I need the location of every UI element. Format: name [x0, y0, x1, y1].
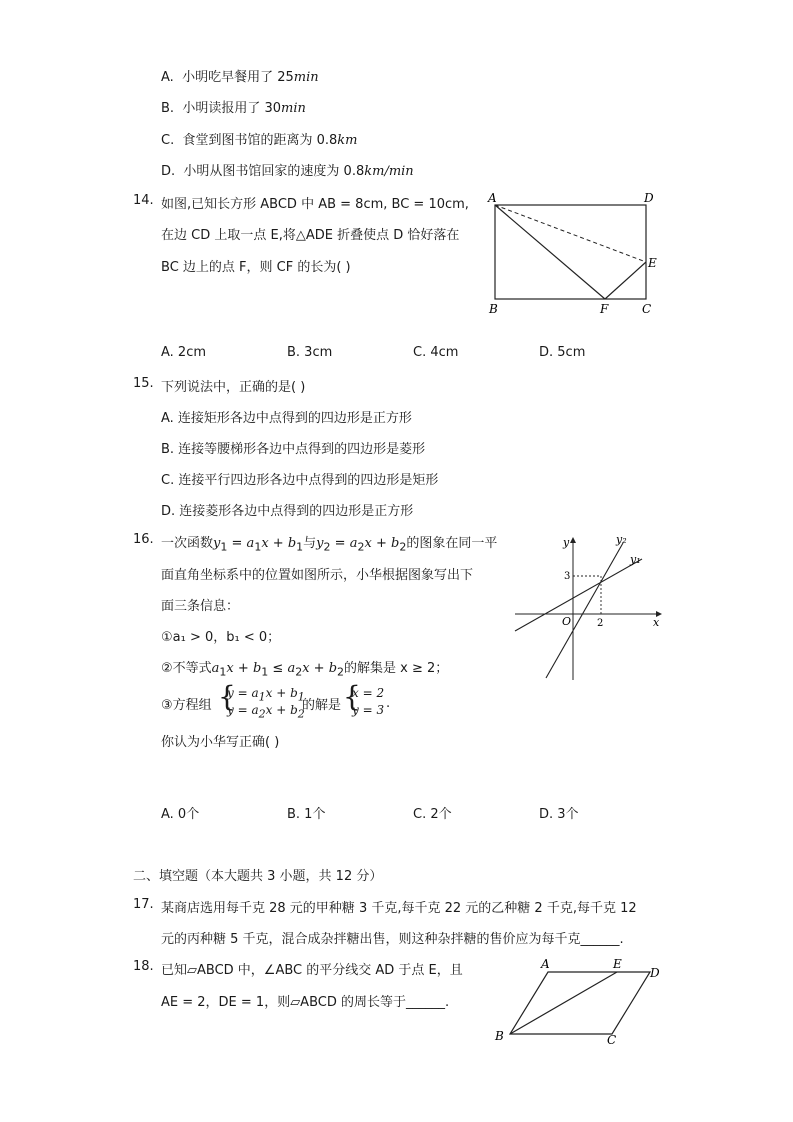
q15-option-b: B. 连接等腰梯形各边中点得到的四边形是菱形 [161, 442, 426, 457]
q14-choice-d: D. 5cm [539, 345, 586, 360]
q14-choice-b: B. 3cm [287, 345, 333, 360]
q16-solution-y: y = 3 [352, 703, 385, 717]
label-d: D [644, 191, 654, 205]
segment-af [495, 205, 605, 299]
label-three: 3 [564, 571, 571, 582]
q16-system-eq1: $y = a_1x + b_1$ [227, 686, 305, 704]
label-c: C [642, 302, 652, 316]
q16-line2: 面直角坐标系中的位置如图所示，小华根据图象写出下 [161, 568, 474, 583]
segment-be [510, 972, 617, 1034]
q16-graph [510, 528, 670, 683]
q18-line1: 已知▱ABCD 中，∠ABC 的平分线交 AD 于点 E，且 [161, 963, 463, 978]
q16-choice-a: A. 0个 [161, 807, 200, 822]
q16-choice-c: C. 2个 [413, 807, 452, 822]
y-axis-arrow [570, 537, 576, 543]
label-origin: O [562, 615, 572, 628]
label-y-axis: y [563, 536, 570, 549]
label-f: F [600, 302, 609, 316]
q13-option-c: C. 食堂到图书馆的距离为 0.8km [161, 133, 358, 148]
q17-line1: 某商店选用每千克 28 元的甲种糖 3 千克,每千克 22 元的乙种糖 2 千克,每千克 12 [161, 901, 637, 916]
q17-line2: 元的丙种糖 5 千克，混合成杂拌糖出售，则这种杂拌糖的售价应为每千克______. [161, 932, 624, 947]
q16-system-eq2: $y = a_2x + b_2$ [227, 703, 305, 721]
q14-line1: 如图,已知长方形 ABCD 中 AB = 8cm, BC = 10cm, [161, 197, 469, 212]
segment-ae-dashed [495, 205, 646, 262]
q18-number: 18. [133, 959, 154, 974]
q18-figure [490, 955, 670, 1050]
q18-line2: AE = 2，DE = 1，则▱ABCD 的周长等于______. [161, 995, 450, 1010]
q13-option-a: A. 小明吃早餐用了 25min [161, 70, 319, 85]
rectangle-abcd [495, 205, 646, 299]
label-b: B [489, 302, 498, 316]
line-y2 [546, 543, 623, 678]
q16-line3: 面三条信息： [161, 599, 240, 614]
q13-option-b: B. 小明读报用了 30min [161, 101, 306, 116]
q16-choice-b: B. 1个 [287, 807, 326, 822]
label-y1: y₁ [630, 553, 641, 566]
parallelogram-abcd [510, 972, 650, 1034]
q14-line3: BC 边上的点 F，则 CF 的长为( ) [161, 260, 351, 275]
q16-solution-x: x = 2 [352, 686, 385, 700]
q16-info3-end: . [386, 696, 391, 711]
q16-info3-label: ③方程组 [161, 698, 212, 713]
label-a: A [488, 191, 497, 205]
q14-choice-a: A. 2cm [161, 345, 207, 360]
q15-option-c: C. 连接平行四边形各边中点得到的四边形是矩形 [161, 473, 439, 488]
q17-number: 17. [133, 897, 154, 912]
section2-heading: 二、填空题（本大题共 3 小题，共 12 分） [133, 869, 383, 884]
q16-number: 16. [133, 532, 154, 547]
q16-line1: 一次函数$y_1 = a_1x + b_1$与$y_2 = a_2x + b_2$的图象在同一平 [161, 536, 498, 554]
segment-fe [605, 262, 646, 299]
label-d: D [650, 966, 660, 980]
q14-line2: 在边 CD 上取一点 E,将△ADE 折叠使点 D 恰好落在 [161, 228, 460, 243]
q16-info3-mid: 的解是 [302, 698, 342, 713]
q15-number: 15. [133, 376, 154, 391]
q15-option-d: D. 连接菱形各边中点得到的四边形是正方形 [161, 504, 414, 519]
q14-figure [484, 190, 664, 318]
q16-choice-d: D. 3个 [539, 807, 579, 822]
q16-line-end: 你认为小华写正确( ) [161, 735, 280, 750]
label-two: 2 [597, 618, 604, 629]
label-e: E [613, 957, 622, 971]
q16-system-brace: { [218, 680, 236, 713]
q15-stem: 下列说法中，正确的是( ) [161, 380, 306, 395]
label-a: A [541, 957, 550, 971]
label-c: C [607, 1033, 617, 1047]
label-y2: y₂ [616, 533, 627, 546]
q13-option-d: D. 小明从图书馆回家的速度为 0.8km/min [161, 164, 414, 179]
q16-info1: ①a₁ > 0，b₁ < 0； [161, 630, 281, 645]
q14-choice-c: C. 4cm [413, 345, 459, 360]
label-e: E [648, 256, 657, 270]
q16-info2: ②不等式$a_1x + b_1 \le a_2x + b_2$的解集是 x ≥ 2； [161, 661, 449, 679]
q14-number: 14. [133, 193, 154, 208]
label-x-axis: x [653, 616, 660, 629]
q16-solution-brace: { [343, 680, 361, 713]
q15-option-a: A. 连接矩形各边中点得到的四边形是正方形 [161, 411, 412, 426]
label-b: B [495, 1029, 504, 1043]
